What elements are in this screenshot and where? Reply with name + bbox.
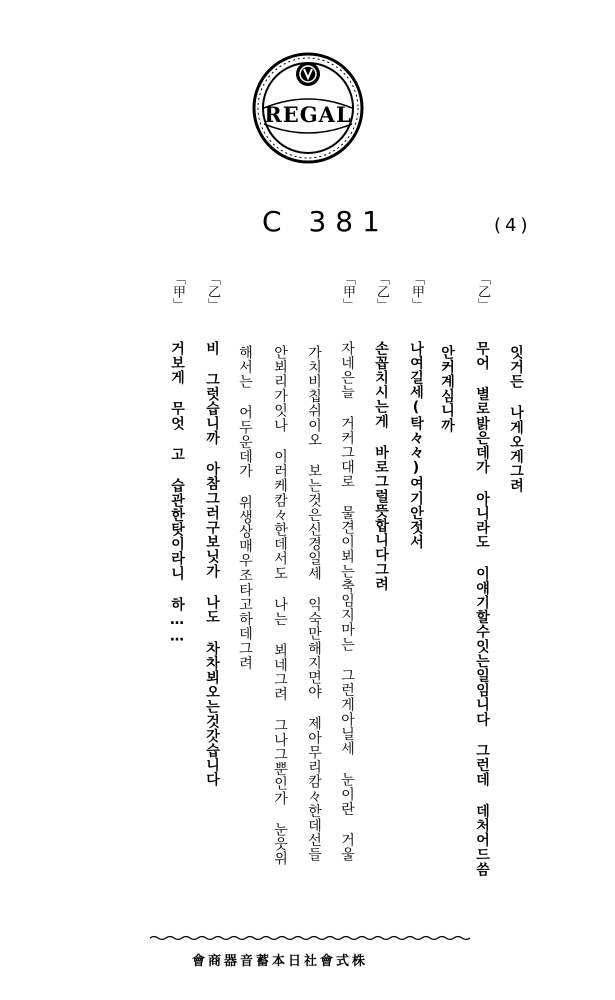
column-text: 자네은늘 거커그대로 물견이뵈는축임지마는 그런게아닐세 눈이란 거울 (339, 341, 355, 862)
page-number: (4) (494, 215, 532, 236)
lyric-column-10 (205, 272, 219, 787)
lyric-column-6 (340, 272, 354, 862)
regal-logo-emblem (250, 50, 366, 166)
column-text: 안뵈리가잇나 이러케캄々한데서도 나는 뵈네그려 그나그뿐인가 눈웃위 (272, 345, 288, 866)
lyric-column-7 (307, 345, 321, 862)
catalog-number: C 381 (262, 205, 389, 238)
speaker-label: 「乙」 (475, 272, 490, 311)
speaker-label: 「甲」 (170, 272, 185, 311)
column-text: 잇거든 나게오게그려 (508, 345, 524, 493)
regal-logo-text: REGAL (264, 102, 352, 127)
regal-logo (250, 50, 366, 166)
footer-rule (150, 935, 470, 941)
column-text: 가치비칩쉬이오 보는것은신경일세 익숙만해지면야 제아무리캄々한데선들 (306, 345, 322, 862)
speaker-label: 「甲」 (409, 272, 424, 311)
lyric-column-9 (238, 345, 252, 670)
column-text: 나여길세(탁々々)여기안젓서 (408, 341, 424, 550)
speaker-label: 「乙」 (205, 272, 220, 311)
column-text: 거보게 무엇 고 습관한탓이라니 하…… (169, 341, 185, 645)
lyric-column-4 (374, 272, 388, 591)
column-text: 무어 별로밝은데가 아니라도 이얘기할수잇는일임니다 그런데 데처어드씀 (474, 341, 490, 877)
column-text: 안커계심니까 (439, 345, 455, 433)
lyric-column-8 (273, 345, 287, 866)
lyric-column-11 (170, 272, 184, 645)
publisher-footer: 會商器音蓄本日社會式株 (192, 954, 369, 969)
column-text: 손꼽치시는게 바로그럴뜻합니다그려 (373, 341, 389, 592)
speaker-label: 「乙」 (374, 272, 389, 311)
lyric-column-5 (409, 272, 423, 549)
column-text: 비 그럿습니까 아참그러구보닛가 나도 차차뵈오는것갓습니다 (204, 341, 220, 787)
lyric-column-2 (475, 272, 489, 877)
speaker-label: 「甲」 (340, 272, 355, 311)
lyric-column-3 (440, 345, 454, 433)
lyric-column-1 (509, 345, 523, 493)
column-text: 해서는 어두운데가 위생상매우조타고하데그려 (237, 345, 253, 671)
